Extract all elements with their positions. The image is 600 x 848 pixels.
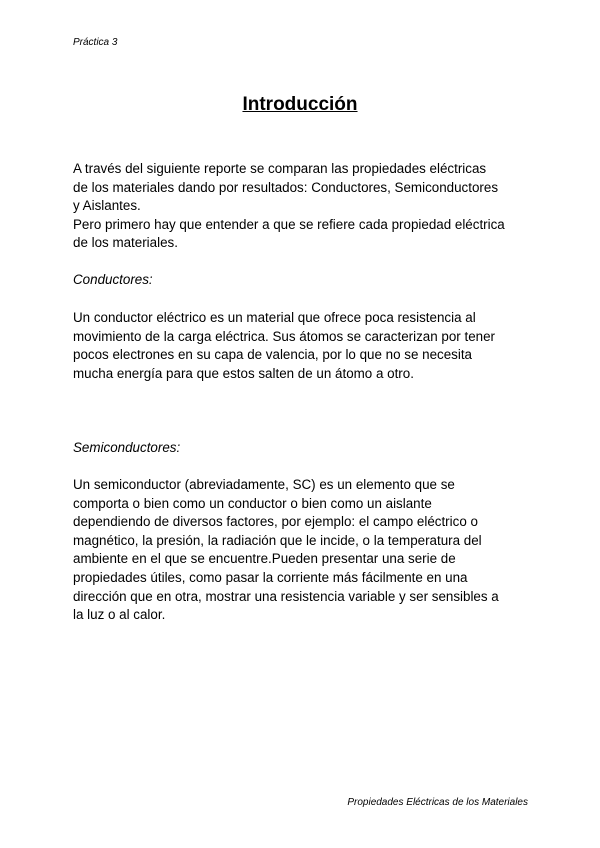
page-title: Introducción (242, 94, 358, 115)
semiconductores-line: magnético, la presión, la radiación que le incide, o la temperatura del (73, 532, 482, 548)
page-header: Práctica 3 (73, 37, 118, 48)
conductores-heading: Conductores: (73, 272, 153, 287)
semiconductores-line: la luz o al calor. (73, 607, 166, 623)
intro-line: Pero primero hay que entender a que se refiere cada propiedad eléctrica (73, 216, 505, 232)
semiconductores-line: propiedades útiles, como pasar la corriente más fácilmente en una (73, 569, 468, 585)
semiconductores-heading: Semiconductores: (73, 440, 181, 455)
intro-line: de los materiales. (73, 235, 178, 251)
intro-paragraph (73, 160, 533, 253)
semiconductores-line: Un semiconductor (abreviadamente, SC) es un elemento que se (73, 477, 455, 492)
conductores-paragraph (73, 309, 533, 383)
intro-line: A través del siguiente reporte se comparan las propiedades eléctricas (73, 161, 487, 176)
conductores-line: Un conductor eléctrico es un material que ofrece poca resistencia al (73, 310, 476, 325)
conductores-line: mucha energía para que estos salten de un átomo a otro. (73, 365, 414, 381)
page-footer: Propiedades Eléctricas de los Materiales (347, 797, 528, 808)
semiconductores-line: dependiendo de diversos factores, por ejemplo: el campo eléctrico o (73, 514, 478, 530)
intro-line: y Aislantes. (73, 198, 141, 214)
semiconductores-line: comporta o bien como un conductor o bien como un aislante (73, 495, 432, 511)
semiconductores-paragraph (73, 476, 533, 625)
conductores-line: pocos electrones en su capa de valencia, por lo que no se necesita (73, 347, 473, 363)
conductores-line: movimiento de la carga eléctrica. Sus átomos se caracterizan por tener (73, 328, 496, 344)
semiconductores-line: dirección que en otra, mostrar una resistencia variable y ser sensibles a (73, 588, 499, 604)
semiconductores-line: ambiente en el que se encuentre.Pueden presentar una serie de (73, 551, 456, 567)
intro-line: de los materiales dando por resultados: Conductores, Semiconductores (73, 179, 499, 195)
